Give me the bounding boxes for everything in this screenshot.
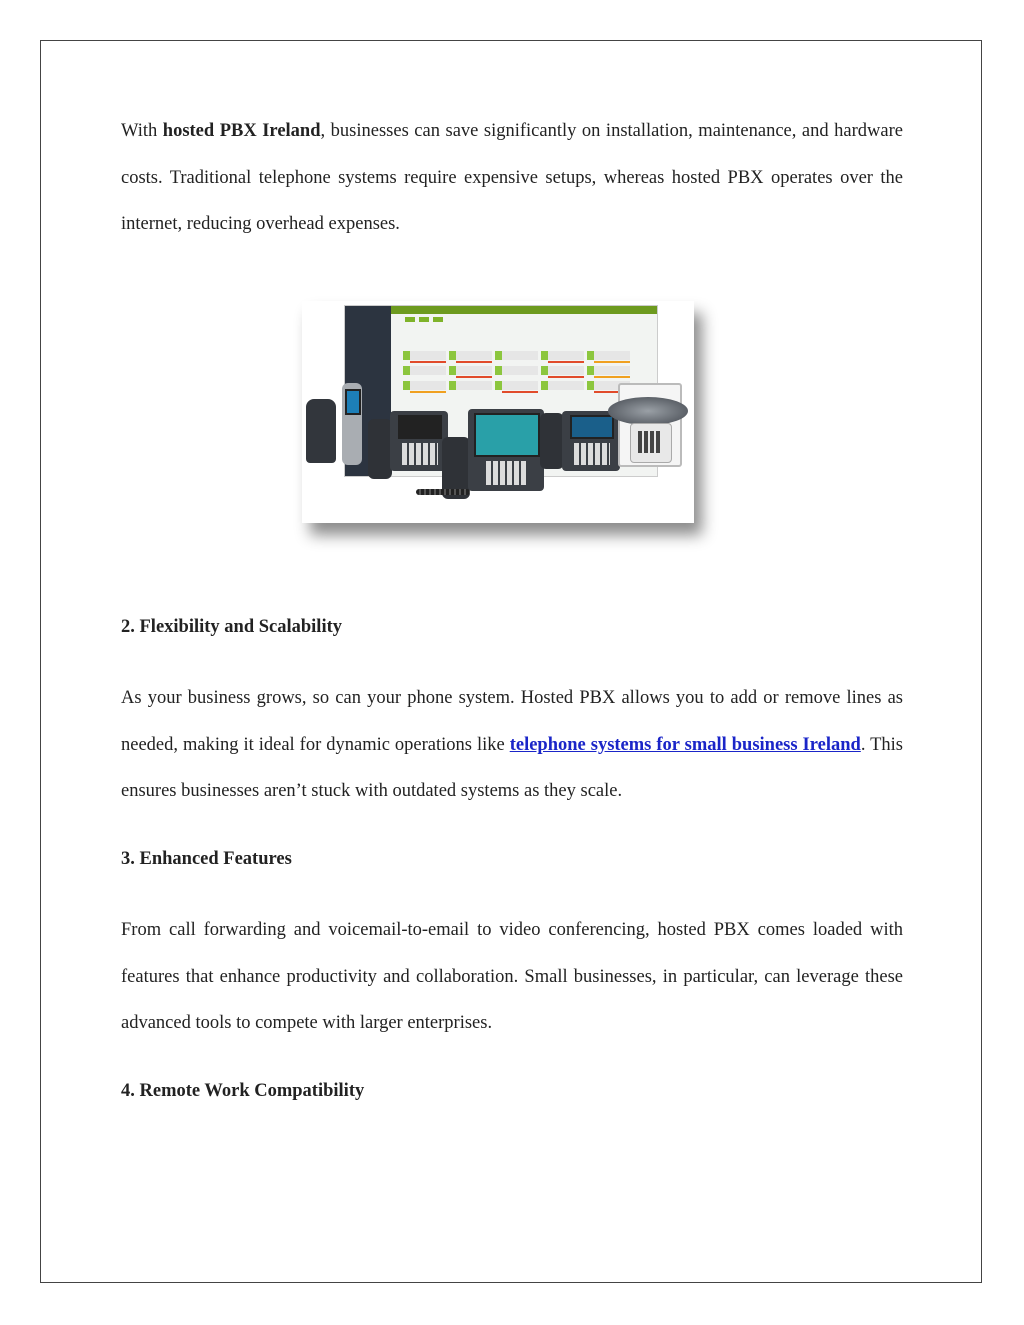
intro-paragraph (121, 108, 903, 248)
section3-paragraph: From call forwarding and voicemail-to-email to video conferencing, hosted PBX comes loaded with features that enhance productivity and collaboration. Small businesses, in particular, can leverage these advanced tools to compete with larger enterprises. (121, 920, 903, 1033)
section2-text-after: . This ensures businesses aren’t stuck with outdated systems as they scale. (121, 734, 903, 801)
section3-heading: 3. Enhanced Features (121, 849, 292, 869)
section2-paragraph (121, 675, 903, 815)
intro-prefix: With (121, 121, 163, 141)
intro-bold-term: hosted PBX Ireland (162, 121, 321, 141)
telephone-systems-link[interactable]: telephone systems for small business Ireland (509, 734, 861, 755)
intro-suffix: , businesses can save significantly on installation, maintenance, and hardware costs. Traditional telephone systems require expensive setups, whereas hosted PBX operates over the internet, reducing overhead expenses. (121, 121, 903, 234)
section2-text-before: As your business grows, so can your phone system. Hosted PBX allows you to add or remove lines as needed, making it ideal for dynamic operations like (121, 688, 903, 755)
ip-phones-and-pbx-dashboard-illustration (302, 301, 694, 523)
section2-heading: 2. Flexibility and Scalability (121, 617, 342, 637)
section4-heading: 4. Remote Work Compatibility (121, 1081, 365, 1101)
